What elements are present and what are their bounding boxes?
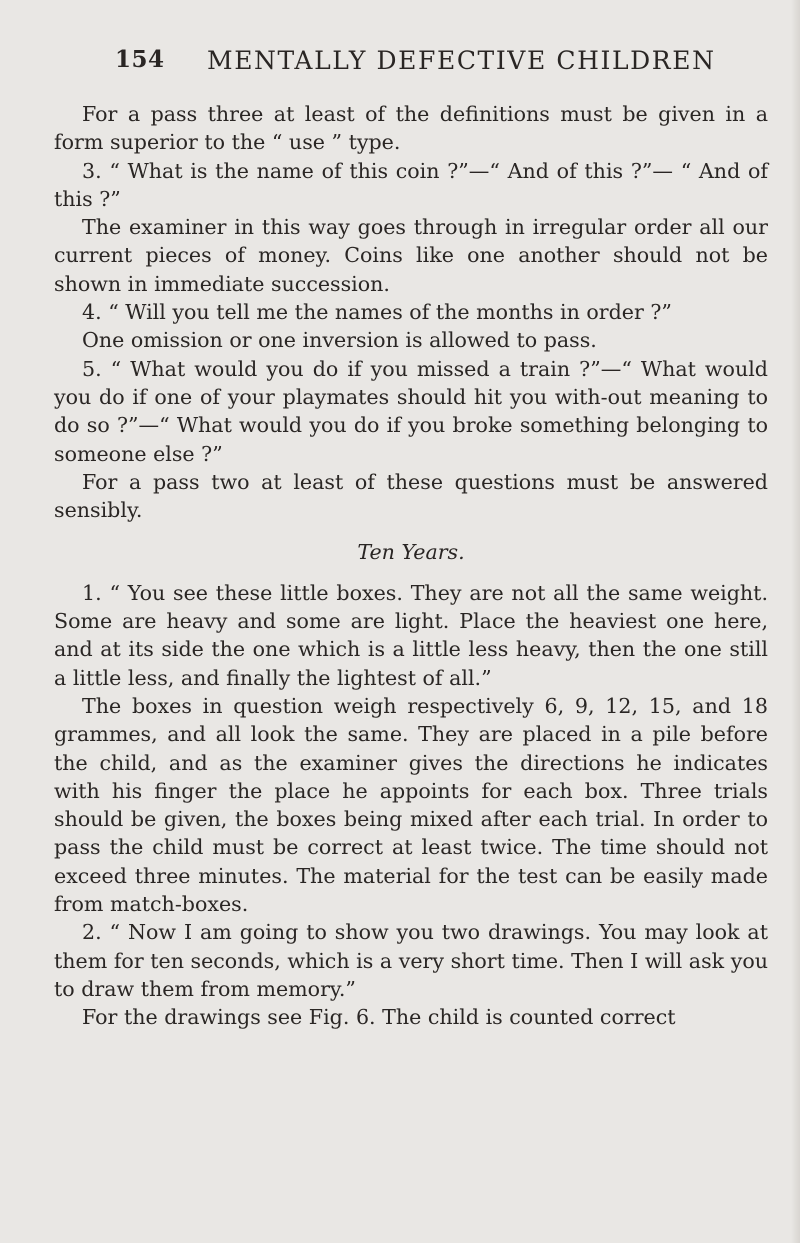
paragraph: The boxes in question weigh respectively 6, 9, 12, 15, and 18 grammes, and all look the same. They are placed in a pile before the child, and as the examiner gives the directions he indicates with his finger the place he appoints for each box. Three trials should be given, the boxes being mixed after each trial. In order to pass the child must be correct at least twice. The time should not exceed three minutes. The material for the test can be easily made from match-boxes. — [54, 693, 768, 917]
paragraph: One omission or one inversion is allowed to pass. — [82, 328, 597, 353]
paragraph: 5. “ What would you do if you missed a train ?”—“ What would you do if one of your playmates should hit you with-out meaning to do so ?”—“ What would you do if you broke something belonging to someone else ?” — [54, 356, 768, 466]
paragraph: For a pass two at least of these questions must be answered sensibly. — [54, 469, 768, 523]
paragraph: 4. “ Will you tell me the names of the months in order ?” — [82, 300, 672, 325]
paragraph: 1. “ You see these little boxes. They are not all the same weight. Some are heavy and some are light. Place the heaviest one here, and at its side the one which is a little less heavy, then the one still a little less, and finally the lightest of all.” — [54, 580, 768, 690]
section-heading: Ten Years. — [357, 540, 465, 565]
body-text — [54, 100, 768, 1032]
paragraph: The examiner in this way goes through in irregular order all our current pieces of money. Coins like one another should not be shown in immediate succession. — [54, 215, 768, 296]
running-title: MENTALLY DEFECTIVE CHILDREN — [207, 46, 716, 75]
paragraph: 2. “ Now I am going to show you two drawings. You may look at them for ten seconds, which is a very short time. Then I will ask you to draw them from memory.” — [54, 920, 768, 1001]
page-edge-shadow — [791, 0, 800, 1243]
paragraph: For a pass three at least of the definitions must be given in a form superior to the “ use ” type. — [54, 102, 768, 155]
paragraph: 3. “ What is the name of this coin ?”—“ And of this ?”— “ And of this ?” — [54, 158, 768, 211]
page-number: 154 — [115, 46, 165, 73]
paragraph: For the drawings see Fig. 6. The child is counted correct — [82, 1005, 676, 1030]
running-header — [115, 46, 716, 86]
